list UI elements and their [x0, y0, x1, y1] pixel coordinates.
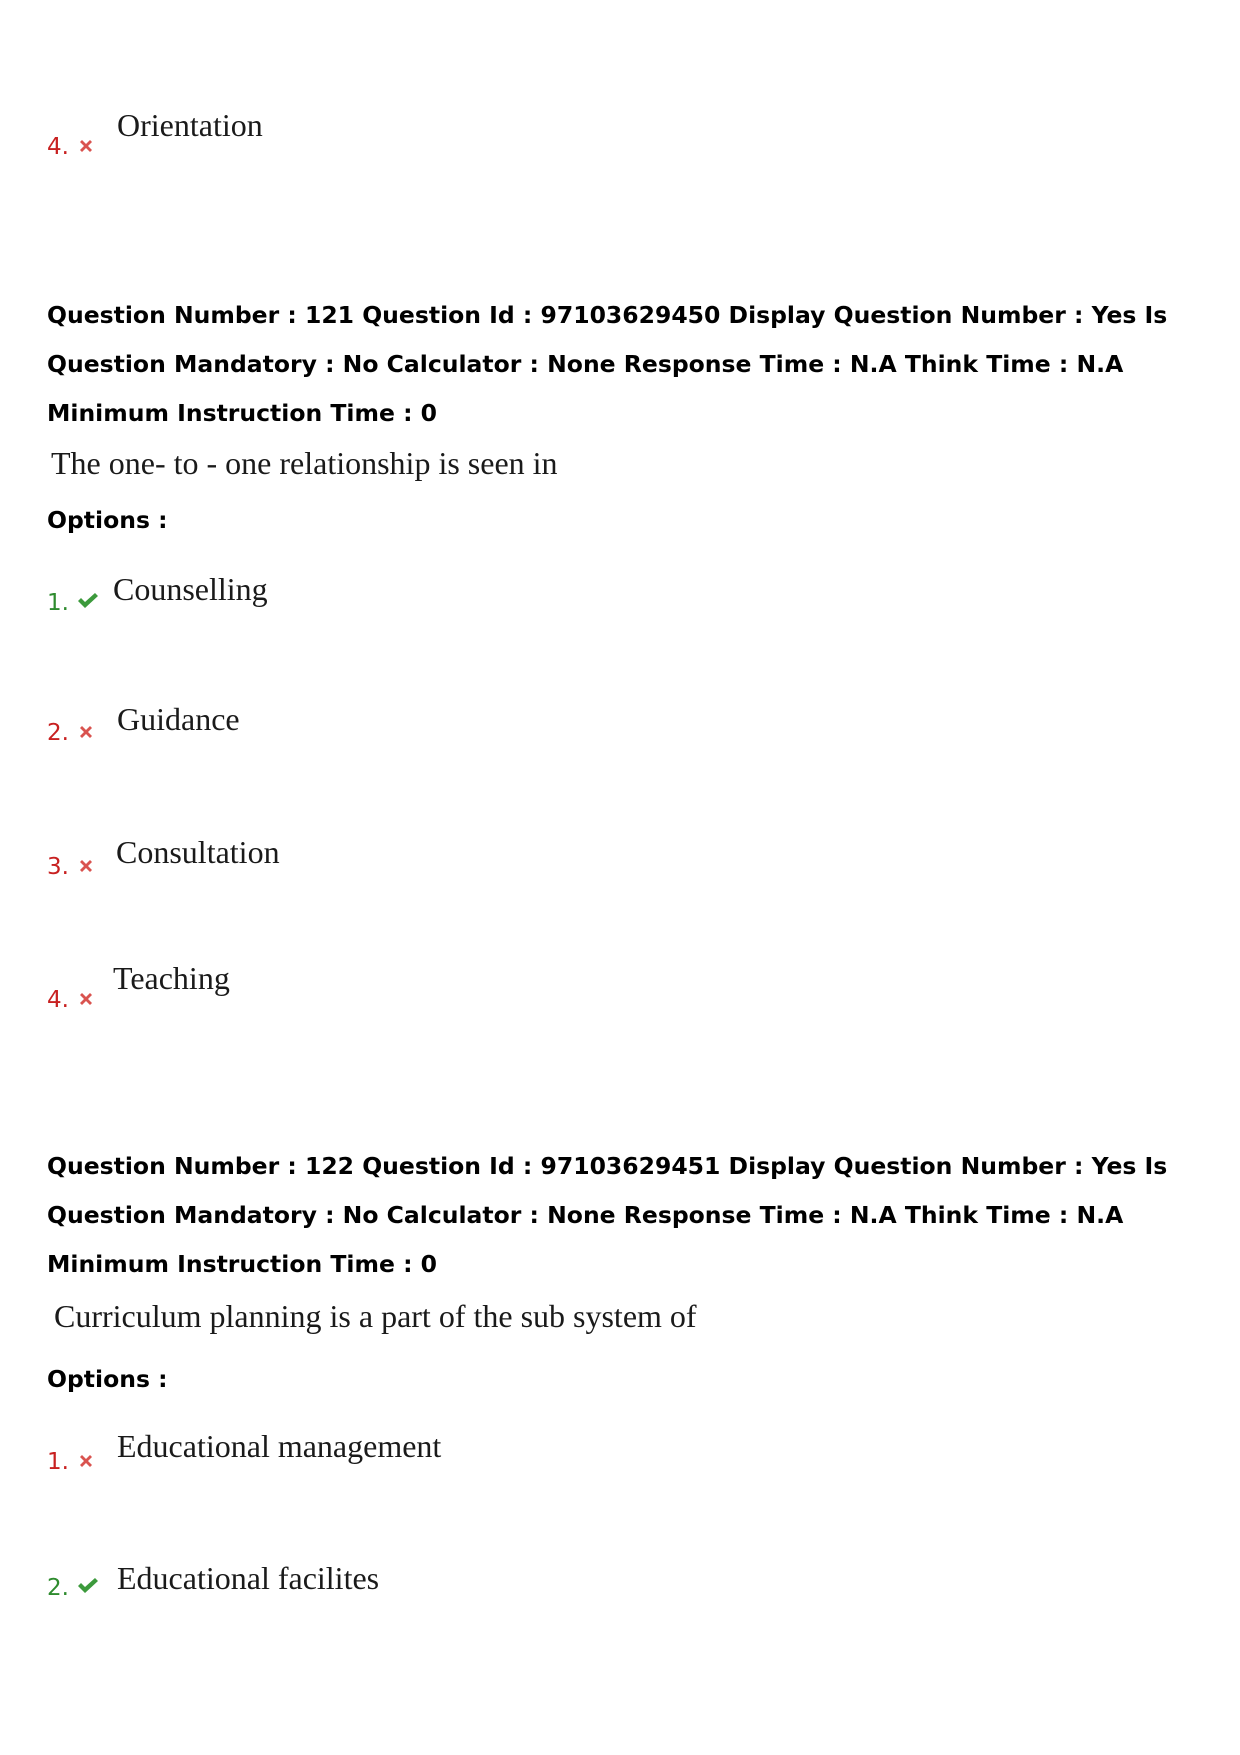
cross-icon	[77, 990, 95, 1008]
option-text: Teaching	[113, 960, 230, 996]
option-number: 4.	[47, 987, 69, 1013]
question-header: Question Number : 121 Question Id : 97103629450 Display Question Number : Yes Is Question Mandatory : No Calculator : None Response Time : N.A Think Time : N.A Minimum Instruction Time : 0	[47, 301, 1168, 427]
option-number: 1.	[47, 1449, 69, 1475]
options-label: Options :	[47, 506, 168, 534]
check-icon	[77, 592, 99, 610]
cross-icon	[77, 1452, 95, 1470]
question-text: The one- to - one relationship is seen in	[51, 445, 558, 481]
option-text: Consultation	[116, 834, 280, 870]
question-text: Curriculum planning is a part of the sub system of	[54, 1298, 697, 1334]
option-text: Educational facilites	[117, 1560, 380, 1596]
option-number: 1.	[47, 590, 69, 616]
question-header: Question Number : 122 Question Id : 97103629451 Display Question Number : Yes Is Question Mandatory : No Calculator : None Response Time : N.A Think Time : N.A Minimum Instruction Time : 0	[47, 1152, 1168, 1278]
options-label: Options :	[47, 1365, 168, 1393]
option-text: Guidance	[117, 701, 240, 737]
cross-icon	[77, 723, 95, 741]
cross-icon	[77, 137, 95, 155]
option-number: 2.	[47, 1575, 69, 1601]
option-number: 2.	[47, 720, 69, 746]
cross-icon	[77, 857, 95, 875]
check-icon	[77, 1577, 99, 1595]
option-text: Educational management	[117, 1428, 442, 1464]
option-number: 3.	[47, 854, 69, 880]
option-text: Orientation	[117, 107, 263, 143]
option-text: Counselling	[113, 571, 268, 607]
option-number: 4.	[47, 134, 69, 160]
